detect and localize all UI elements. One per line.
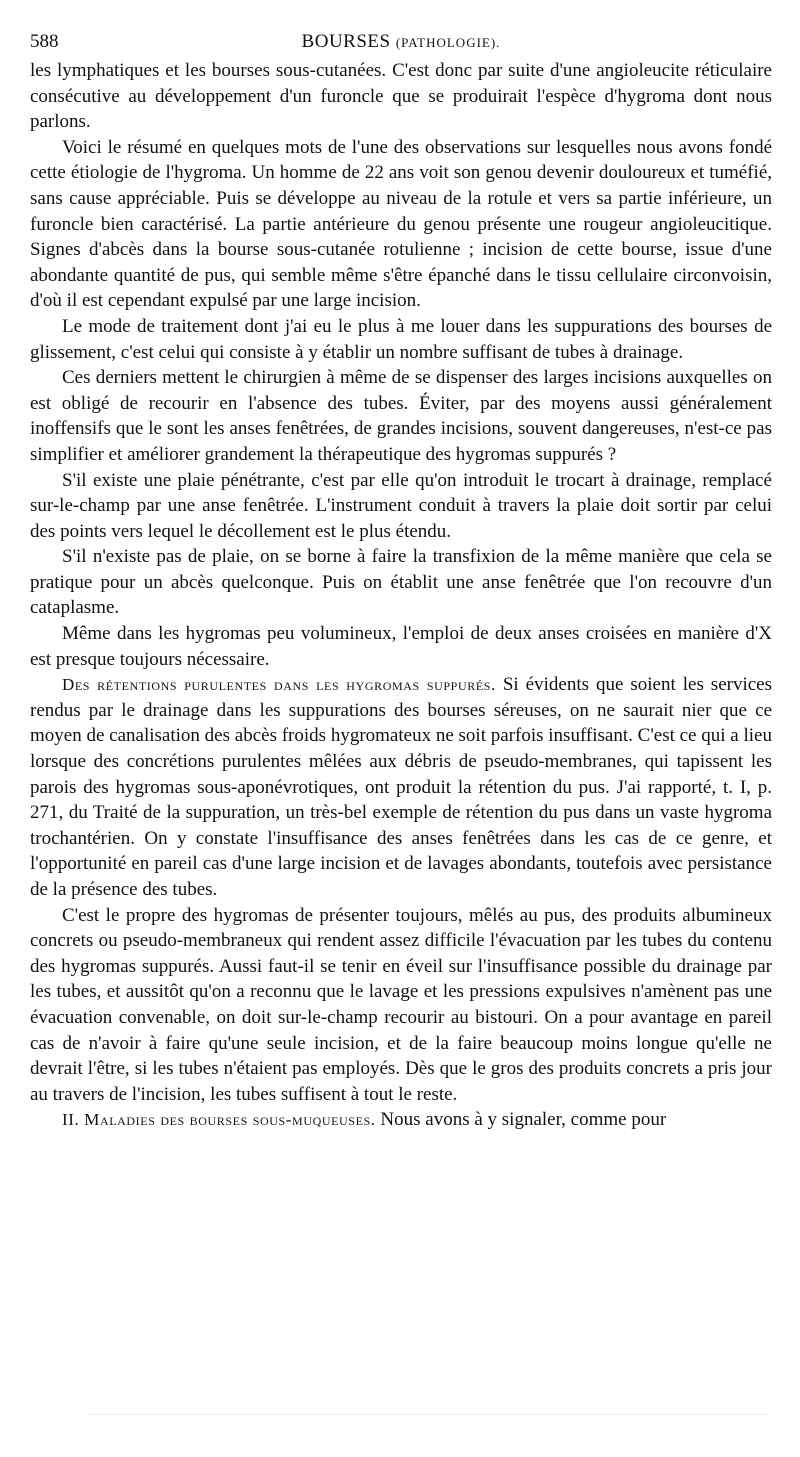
paragraph-1 <box>30 58 772 135</box>
paragraph-text: Ces derniers mettent le chirurgien à même de se dispenser des larges incisions auxquelles on est obligé de recourir en l'absence des tubes. Éviter, par des moyens aussi généralement inoffensifs que le sont les anses fenêtrées, de grandes incisions, souvent dangereuses, n'est-ce pas simplifier et améliorer grandement la thérapeutique des hygromas suppurés ? <box>30 367 772 465</box>
paragraph-text: S'il n'existe pas de plaie, on se borne à faire la transfixion de la même manière que cela se pratique pour un abcès quelconque. Puis on établit une anse fenêtrée que l'on recouvre d'un cataplasme. <box>30 546 772 619</box>
paragraph-text: Même dans les hygromas peu volumineux, l'emploi de deux anses croisées en manière d'X est presque toujours nécessaire. <box>30 623 772 670</box>
page-number: 588 <box>30 31 59 52</box>
section-heading-sous-muqueuses: II. Maladies des bourses sous-muqueuses. <box>62 1110 376 1130</box>
paragraph-2 <box>30 135 772 314</box>
paragraph-9 <box>30 903 772 1108</box>
paragraph-text: Voici le résumé en quelques mots de l'une des observations sur lesquelles nous avons fondé cette étiologie de l'hygroma. Un homme de 22 ans voit son genou devenir douloureux et tuméfié, sans cause appréciable. Puis se développe au niveau de la rotule et vers sa partie inférieure, un furoncle bien caractérisé. La partie antérieure du genou présente une rougeur angioleucitique. Signes d'abcès dans la bourse sous-cutanée rotulienne ; incision de cette bourse, issue d'une abondante quantité de pus, qui semble même s'être épanché dans le tissu cellulaire circonvoisin, d'où il est cependant expulsé par une large incision. <box>30 136 772 312</box>
paragraph-5 <box>30 468 772 545</box>
bleed-through-divider <box>90 1414 770 1417</box>
running-title-sub: (PATHOLOGIE). <box>395 35 501 50</box>
paragraph-text: Le mode de traitement dont j'ai eu le plus à me louer dans les suppurations des bourses de glissement, c'est celui qui consiste à y établir un nombre suffisant de tubes à drainage. <box>30 315 772 363</box>
paragraph-text: Si évidents que soient les services rendus par le drainage dans les suppurations des bourses séreuses, on ne saurait nier que ce moyen de canalisation des abcès froids hygromateux ne soit parfois insuffisant. C'est ce qui a lieu lorsque des concrétions purulentes mêlées aux débris de pseudo-membranes, qui tapissent les parois des hygromas sous-aponévrotiques, ont produit la rétention du pus. J'ai rapporté, t. I, p. 271, du Traité de la suppuration, un très-bel exemple de rétention du pus dans un vaste hygroma trochantérien. On y constate l'insuffisance des anses fenêtrées dans les cas de ce genre, et l'opportunité en pareil cas d'une large incision et de lavages abondants, toutefois avec persistance de la présence des tubes. <box>30 674 773 900</box>
paragraph-8 <box>30 672 772 902</box>
paragraph-6 <box>30 544 772 621</box>
page-header <box>30 28 772 56</box>
paragraph-3 <box>30 314 772 365</box>
book-page <box>30 28 772 1133</box>
section-heading-retentions: Des rétentions purulentes dans les hygromas suppurés. <box>62 675 496 695</box>
paragraph-4 <box>30 365 772 467</box>
paragraph-text: Nous avons à y signaler, comme pour <box>380 1109 667 1131</box>
paragraph-7 <box>30 621 772 672</box>
running-title <box>30 28 772 57</box>
body-text <box>30 58 772 1133</box>
paragraph-text: S'il existe une plaie pénétrante, c'est par elle qu'on introduit le trocart à drainage, remplacé sur-le-champ par une anse fenêtrée. L'instrument conduit à travers la plaie doit sortir par celui des points vers lequel le décollement est le plus étendu. <box>30 469 772 542</box>
paragraph-10 <box>30 1107 772 1133</box>
paragraph-text: C'est le propre des hygromas de présenter toujours, mêlés au pus, des produits albumineux concrets ou pseudo-membraneux qui rendent assez difficile l'évacuation par les tubes du contenu des hygromas suppurés. Aussi faut-il se tenir en éveil sur l'insuffisance possible du drainage par les tubes, et aussitôt qu'on a reconnu que le lavage et les pressions expulsives n'amènent pas une évacuation convenable, on doit sur-le-champ recourir au bistouri. On a pour avantage en pareil cas de n'avoir à faire qu'une seule incision, et de la faire beaucoup moins longue qu'elle ne devrait l'être, si les tubes n'étaient pas employés. Dès que le gros des produits concrets a pris jour au travers de l'incision, les tubes suffisent à tout le reste. <box>30 904 772 1105</box>
running-title-main: BOURSES <box>301 31 391 52</box>
paragraph-text: les lymphatiques et les bourses sous-cutanées. C'est donc par suite d'une angioleucite réticulaire consécutive au développement d'un furoncle que se produirait l'espèce d'hygroma dont nous parlons. <box>30 60 772 133</box>
